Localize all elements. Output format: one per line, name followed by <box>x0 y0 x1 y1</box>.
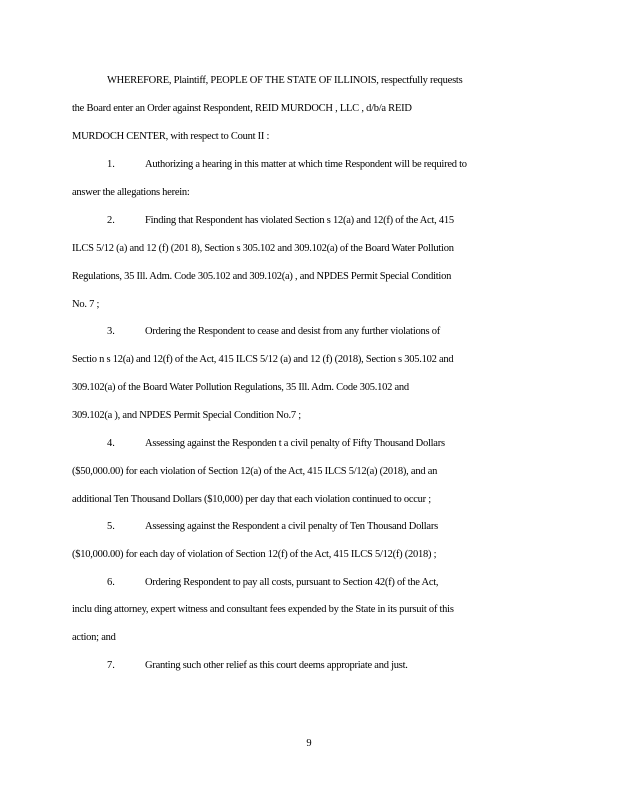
item-line: Authorizing a hearing in this matter at which time Respondent will be required to <box>145 159 467 170</box>
item-line: Regulations, 35 Ill. Adm. Code 305.102 and 309.102(a) , and NPDES Permit Special Condition <box>72 271 452 282</box>
item-number: 7. <box>107 660 115 671</box>
item-line: ($10,000.00) for each day of violation of Section 12(f) of the Act, 415 ILCS 5/12(f) (2018) ; <box>72 549 437 560</box>
intro-line: MURDOCH CENTER, with respect to Count II : <box>72 131 270 142</box>
item-line: Ordering the Respondent to cease and desist from any further violations of <box>145 326 440 337</box>
item-line: Assessing against the Respondent a civil penalty of Ten Thousand Dollars <box>145 521 438 532</box>
item-line: inclu ding attorney, expert witness and consultant fees expended by the State in its pursuit of this <box>72 604 454 615</box>
item-line: Granting such other relief as this court deems appropriate and just. <box>145 660 408 671</box>
item-line: Ordering Respondent to pay all costs, pursuant to Section 42(f) of the Act, <box>145 577 439 588</box>
item-number: 3. <box>107 326 115 337</box>
item-number: 1. <box>107 159 115 170</box>
intro-line: the Board enter an Order against Respondent, REID MURDOCH , LLC , d/b/a REID <box>72 103 412 114</box>
item-number: 2. <box>107 215 115 226</box>
item-line: answer the allegations herein: <box>72 187 190 198</box>
item-line: additional Ten Thousand Dollars ($10,000) per day that each violation continued to occur ; <box>72 494 431 505</box>
item-line: action; and <box>72 632 116 643</box>
item-line: Finding that Respondent has violated Section s 12(a) and 12(f) of the Act, 415 <box>145 215 454 226</box>
item-line: 309.102(a) of the Board Water Pollution Regulations, 35 Ill. Adm. Code 305.102 and <box>72 382 409 393</box>
item-line: Sectio n s 12(a) and 12(f) of the Act, 415 ILCS 5/12 (a) and 12 (f) (2018), Section s 305.102 and <box>72 354 454 365</box>
item-number: 6. <box>107 577 115 588</box>
item-line: ILCS 5/12 (a) and 12 (f) (201 8), Section s 305.102 and 309.102(a) of the Board Water Pollution <box>72 243 454 254</box>
page-number: 9 <box>306 738 312 749</box>
item-line: Assessing against the Responden t a civil penalty of Fifty Thousand Dollars <box>145 438 445 449</box>
item-line: 309.102(a ), and NPDES Permit Special Condition No.7 ; <box>72 410 301 421</box>
item-line: No. 7 ; <box>72 299 100 310</box>
item-number: 4. <box>107 438 115 449</box>
item-line: ($50,000.00) for each violation of Section 12(a) of the Act, 415 ILCS 5/12(a) (2018), and an <box>72 466 438 477</box>
intro-line: WHEREFORE, Plaintiff, PEOPLE OF THE STATE OF ILLINOIS, respectfully requests <box>107 75 463 86</box>
item-number: 5. <box>107 521 115 532</box>
